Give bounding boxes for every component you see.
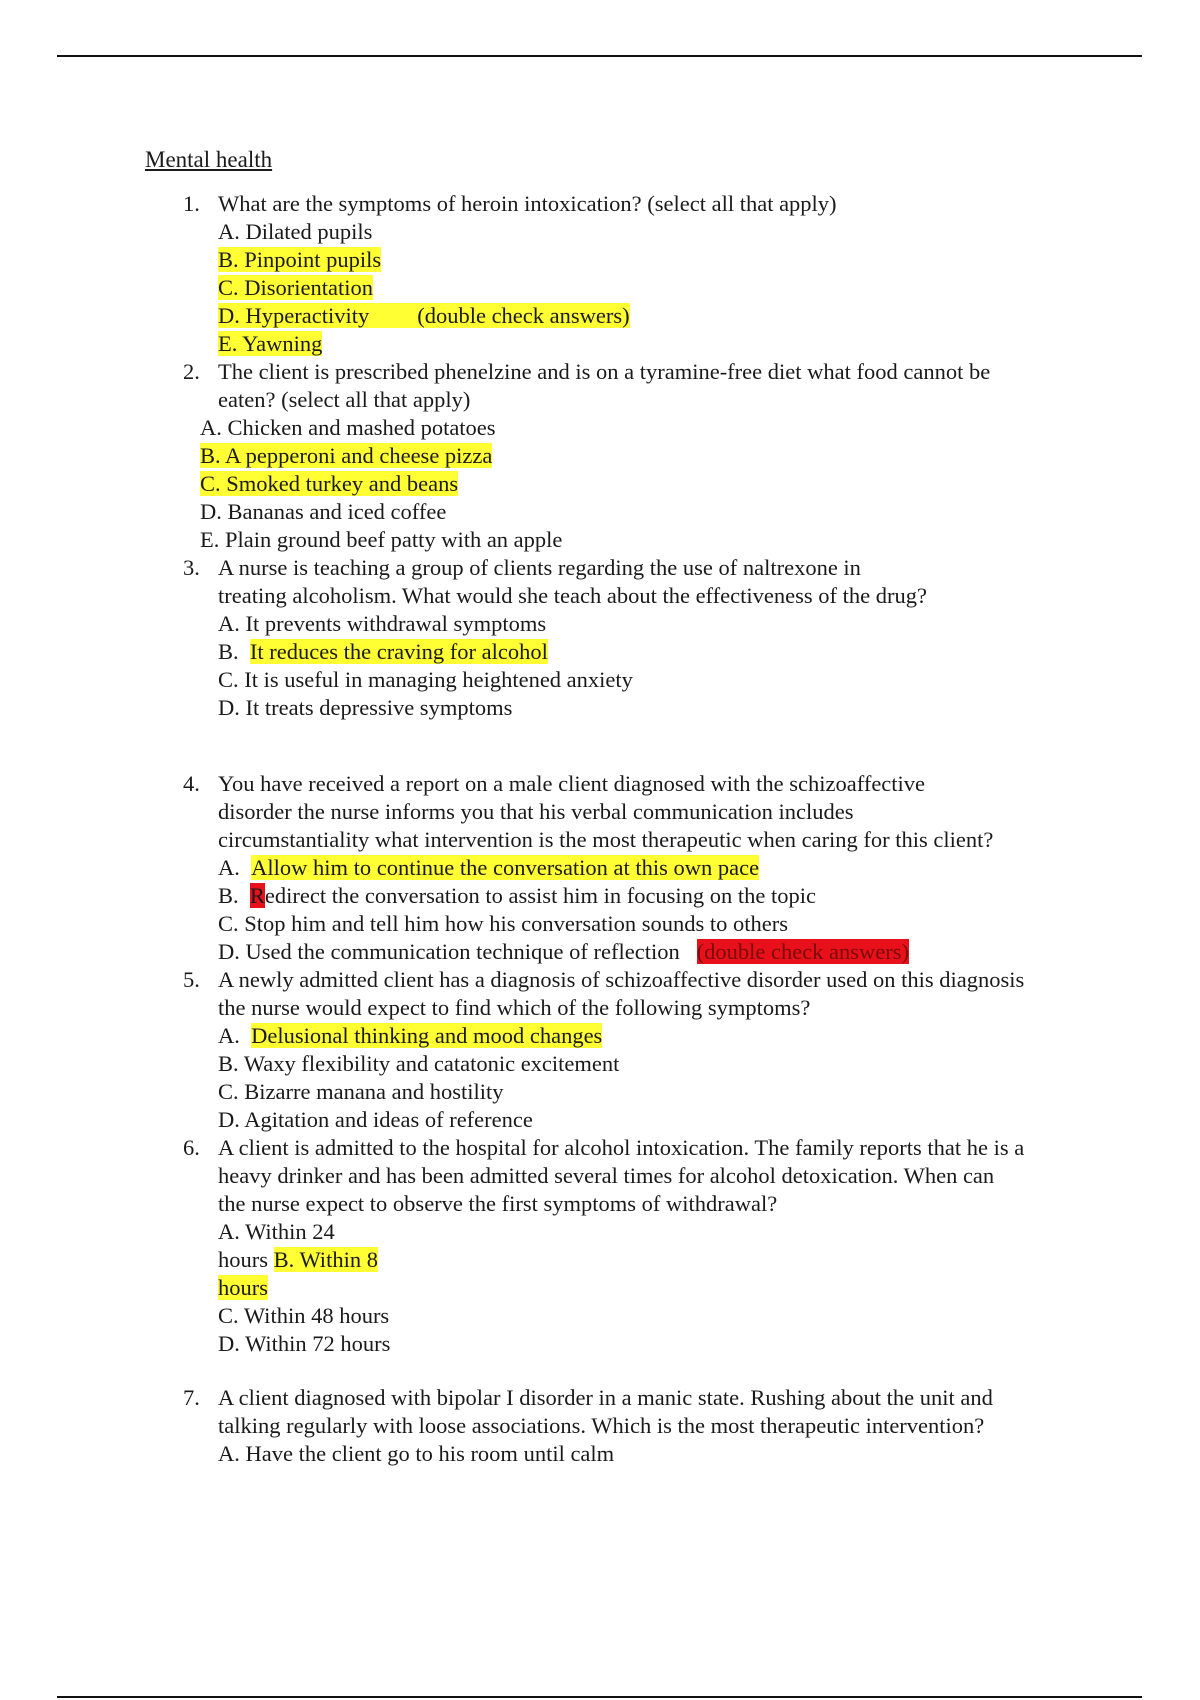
- q5-text-line1: A newly admitted client has a diagnosis of schizoaffective disorder used on this diagnosis: [218, 967, 1025, 992]
- q5-number: 5.: [183, 967, 200, 992]
- q3-option-a: A. It prevents withdrawal symptoms: [218, 611, 547, 636]
- q1-option-c: C. Disorientation: [218, 275, 373, 300]
- page-title: Mental health: [145, 147, 273, 172]
- q6-text-line1: A client is admitted to the hospital for alcohol intoxication. The family reports that he is a: [218, 1135, 1025, 1160]
- q2-text-line1: The client is prescribed phenelzine and is on a tyramine-free diet what food cannot be: [218, 359, 991, 384]
- q2-option-e: E. Plain ground beef patty with an apple: [200, 527, 563, 552]
- q4-option-c: C. Stop him and tell him how his conversation sounds to others: [218, 911, 788, 936]
- q1-text: What are the symptoms of heroin intoxication? (select all that apply): [218, 191, 837, 216]
- q5-option-a: A. Delusional thinking and mood changes: [218, 1023, 603, 1048]
- q1-number: 1.: [183, 191, 200, 216]
- q6-option-a: A. Within 24: [218, 1219, 335, 1244]
- q6-option-c: C. Within 48 hours: [218, 1303, 390, 1328]
- q5-text-line2: the nurse would expect to find which of the following symptoms?: [218, 995, 811, 1020]
- q7-text-line2: talking regularly with loose associations. Which is the most therapeutic intervention?: [218, 1413, 985, 1438]
- q3-option-c: C. It is useful in managing heightened anxiety: [218, 667, 633, 692]
- q5-option-c: C. Bizarre manana and hostility: [218, 1079, 504, 1104]
- q5-option-b: B. Waxy flexibility and catatonic excitement: [218, 1051, 620, 1076]
- q1-note: (double check answers): [417, 303, 630, 328]
- q4-option-a: A. Allow him to continue the conversation at this own pace: [218, 855, 760, 880]
- q4-note: (double check answers): [696, 939, 910, 964]
- q4-option-b: B. Redirect the conversation to assist him in focusing on the topic: [218, 883, 817, 908]
- q3-option-d: D. It treats depressive symptoms: [218, 695, 513, 720]
- q7-text-line1: A client diagnosed with bipolar I disorder in a manic state. Rushing about the unit and: [218, 1385, 993, 1410]
- q4-text-line2: disorder the nurse informs you that his verbal communication includes: [218, 799, 854, 824]
- q6-option-a-cont: hours B. Within 8: [218, 1247, 378, 1272]
- q2-number: 2.: [183, 359, 200, 384]
- q4-option-d: D. Used the communication technique of reflection (double check answers): [218, 939, 910, 964]
- q6-option-b-cont: hours: [218, 1275, 268, 1300]
- q4-text-line1: You have received a report on a male client diagnosed with the schizoaffective: [218, 771, 926, 796]
- q6-option-d: D. Within 72 hours: [218, 1331, 391, 1356]
- q6-number: 6.: [183, 1135, 200, 1160]
- q3-text-line1: A nurse is teaching a group of clients regarding the use of naltrexone in: [218, 555, 861, 580]
- q6-text-line3: the nurse expect to observe the first symptoms of withdrawal?: [218, 1191, 778, 1216]
- q4-number: 4.: [183, 771, 200, 796]
- q7-option-a: A. Have the client go to his room until calm: [218, 1441, 615, 1466]
- q3-option-b: B. It reduces the craving for alcohol: [218, 639, 548, 664]
- q4-text-line3: circumstantiality what intervention is the most therapeutic when caring for this client?: [218, 827, 994, 852]
- q1-option-a: A. Dilated pupils: [218, 219, 373, 244]
- q1-option-b: B. Pinpoint pupils: [218, 247, 382, 272]
- q2-text-line2: eaten? (select all that apply): [218, 387, 471, 412]
- q1-option-e: E. Yawning: [218, 331, 323, 356]
- q3-number: 3.: [183, 555, 200, 580]
- q1-option-d: D. Hyperactivity (double check answers): [218, 303, 630, 328]
- q2-option-c: C. Smoked turkey and beans: [200, 471, 459, 496]
- q6-option-b: B. Within 8: [273, 1247, 378, 1272]
- q2-option-b: B. A pepperoni and cheese pizza: [200, 443, 493, 468]
- q2-option-d: D. Bananas and iced coffee: [200, 499, 447, 524]
- q2-option-a: A. Chicken and mashed potatoes: [200, 415, 496, 440]
- q3-text-line2: treating alcoholism. What would she teach about the effectiveness of the drug?: [218, 583, 927, 608]
- q7-number: 7.: [183, 1385, 200, 1410]
- q6-text-line2: heavy drinker and has been admitted several times for alcohol detoxication. When can: [218, 1163, 995, 1188]
- q5-option-d: D. Agitation and ideas of reference: [218, 1107, 533, 1132]
